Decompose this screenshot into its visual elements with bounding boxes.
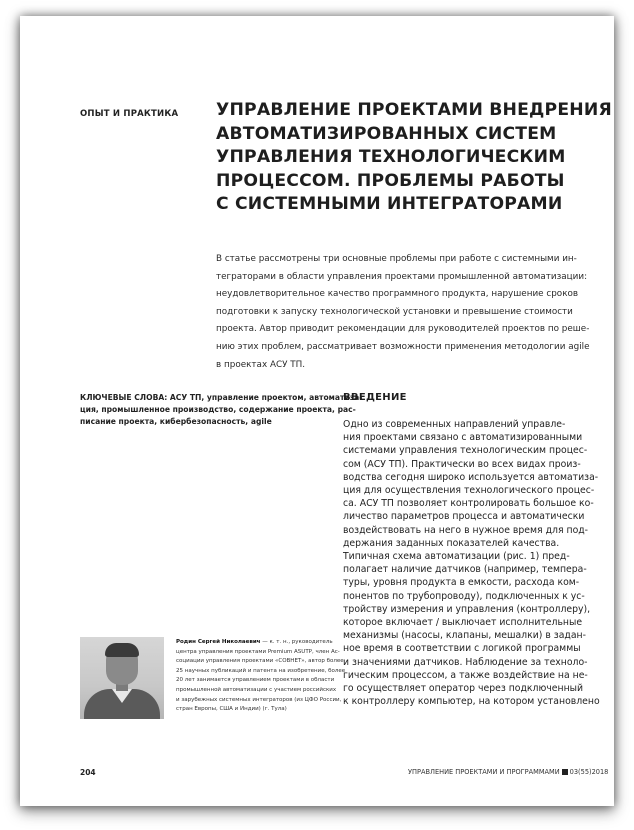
page-number: 204	[80, 768, 96, 777]
body-line: и значениями датчиков. Наблюдение за техноло-	[343, 656, 588, 668]
abstract-line: В статье рассмотрены три основные проблемы при работе с системными ин-	[216, 254, 577, 264]
body-line: воздействовать на него в нужное время для под-	[343, 524, 589, 536]
body-line: ния проектами связано с автоматизированными	[343, 432, 583, 444]
journal-page	[20, 16, 614, 806]
author-name: Родин Сергей Николаевич	[176, 639, 261, 645]
abstract-line: проекта. Автор приводит рекомендации для руководителей проектов по реше-	[216, 324, 590, 335]
journal-issue: 03(55)2018	[569, 768, 609, 776]
body-line: са. АСУ ТП позволяет контролировать большое ко-	[343, 498, 594, 510]
section-heading-introduction: ВВЕДЕНИЕ	[343, 392, 407, 403]
article-body	[343, 418, 607, 708]
keywords-line: КЛЮЧЕВЫЕ СЛОВА: АСУ ТП, управление проектом, автоматиза-	[80, 393, 363, 402]
keywords	[80, 392, 363, 429]
title-line: ПРОЦЕССОМ. ПРОБЛЕМЫ РАБОТЫ	[216, 170, 565, 191]
body-line: держания заданных показателей качества.	[343, 537, 560, 549]
keywords-line: писание проекта, кибербезопасность, agile	[80, 417, 272, 427]
title-line: УПРАВЛЕНИЯ ТЕХНОЛОГИЧЕСКИМ	[216, 147, 566, 167]
bio-line: 20 лет занимается управлением проектами в области	[176, 677, 335, 684]
body-line: личество параметров процесса и автоматически	[343, 511, 585, 523]
abstract-line: в проектах АСУ ТП.	[216, 359, 306, 370]
article-title	[216, 99, 612, 217]
body-line: тройству измерения и управления (контроллеру),	[343, 603, 591, 615]
bio-line: социации управления проектами «СОВНЕТ», автор более	[176, 658, 344, 665]
body-line: которое включает / выключает исполнительные	[343, 617, 583, 629]
body-line: механизмы (насосы, клапаны, мешалки) в задан-	[343, 630, 586, 642]
body-line: ное время в соответствии с логикой программы	[343, 643, 581, 655]
title-line: АВТОМАТИЗИРОВАННЫХ СИСТЕМ	[216, 123, 557, 144]
title-line: С СИСТЕМНЫМИ ИНТЕГРАТОРАМИ	[216, 194, 563, 214]
author-bio	[176, 638, 346, 715]
body-line: понентов по трубопроводу), подключенных к ус-	[343, 590, 585, 602]
body-line: туры, уровня продукта в емкости, расхода ком-	[343, 577, 580, 589]
abstract-line: подготовки к запуску технологической установки и превышение стоимости	[216, 306, 573, 317]
abstract	[216, 251, 596, 374]
bio-line: промышленной автоматизации с участием российских	[176, 686, 337, 693]
abstract-line: нию этих проблем, рассматривает возможности применения методологии agile	[216, 341, 590, 352]
abstract-line: неудовлетворительное качество программного продукта, нарушение сроков	[216, 289, 579, 300]
bio-line: стран Европы, США и Индии) (г. Тула)	[176, 706, 287, 713]
body-line: Типичная схема автоматизации (рис. 1) пред-	[343, 551, 570, 563]
bio-line: 25 научных публикаций и патента на изобретение, более	[176, 667, 346, 674]
author-photo	[80, 637, 164, 719]
bio-line: центра управления проектами Premium ASUTP, член Ас-	[176, 648, 340, 655]
body-line: полагает наличие датчиков (например, темпера-	[343, 564, 587, 576]
footer-journal	[408, 768, 608, 776]
photo-hair	[105, 643, 139, 657]
bio-line	[176, 638, 341, 648]
body-line: Одно из современных направлений управле-	[343, 419, 566, 430]
body-line: к контроллеру компьютер, на котором установлено	[343, 696, 600, 708]
body-line: системами управления технологическим процес-	[343, 445, 588, 457]
body-line: гическим процессом, а также воздействие на не-	[343, 669, 588, 681]
bio-line: и зарубежных системных интеграторов (из ЦФО России,	[176, 696, 342, 703]
body-line: го осуществляет оператор через подключенный	[343, 683, 584, 695]
bio-first: — к. т. н., руководитель	[260, 639, 333, 645]
body-line: сом (АСУ ТП). Практически во всех видах произ-	[343, 458, 581, 470]
section-label: ОПЫТ И ПРАКТИКА	[80, 109, 179, 119]
title-line: УПРАВЛЕНИЕ ПРОЕКТАМИ ВНЕДРЕНИЯ	[216, 100, 612, 120]
square-separator-icon	[562, 769, 568, 775]
body-line: водства сегодня широко используется автоматиза-	[343, 471, 599, 483]
journal-name: УПРАВЛЕНИЕ ПРОЕКТАМИ И ПРОГРАММАМИ	[408, 768, 560, 776]
keywords-line: ция, промышленное производство, содержание проекта, рас-	[80, 405, 356, 415]
abstract-line: теграторами в области управления проектами промышленной автоматизации:	[216, 271, 588, 282]
body-line: ция для осуществления технологического процес-	[343, 485, 595, 497]
